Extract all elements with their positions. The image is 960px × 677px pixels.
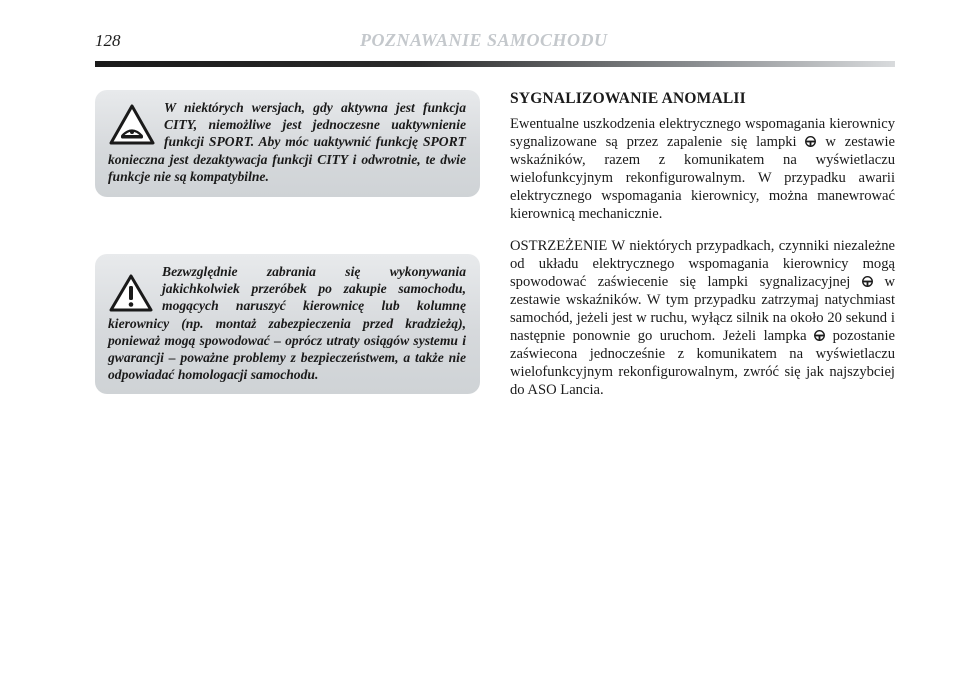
warning-box-city-sport [95, 90, 480, 197]
paragraph-warning [510, 238, 895, 399]
section-heading: SYGNALIZOWANIE ANOMALII [510, 90, 746, 107]
warning-text: W niektórych wersjach, gdy aktywna jest funkcja CITY, niemożliwe jest jednoczesne uaktywnienie funkcji SPORT. Aby móc uaktywnić funkcję SPORT konieczna jest dezaktywacja funkcji CITY i odwrotnie, te dwie funkcje nie są kompatybilne. [108, 100, 466, 184]
paragraph-text: Ewentualne uszkodzenia elektrycznego wspomagania kierownicy sygnalizowane są przez zapalenie się lampki [510, 116, 895, 150]
paragraph-text: pozostanie zaświecona jednocześnie z komunikatem na wyświetlaczu wielofunkcyjnym rekonfigurowalnym, zwróć się jak najszybciej do ASO Lancia. [510, 327, 895, 398]
page-header [95, 28, 895, 56]
paragraph-text: OSTRZEŻENIE W niektórych przypadkach, czynniki niezależne od układu elektrycznego wspomagania kierownicy mogą spowodować zaświecenie się lampki sygnalizacyjnej [510, 238, 895, 291]
header-rule [95, 61, 895, 67]
paragraph-text: w zestawie wskaźników, razem z komunikatem na wyświetlaczu wielofunkcyjnym rekonfigurowalnym. W przypadku awarii elektrycznego wspomagania kierownicy, można manewrować kierownicą mechanicznie. [510, 133, 895, 222]
exclamation-warning-icon [108, 273, 154, 313]
anomaly-section [510, 90, 895, 415]
steering-warning-lamp-icon [805, 136, 816, 147]
steering-warning-lamp-icon [814, 330, 825, 341]
page-number: 128 [95, 31, 121, 50]
warning-text: Bezwzględnie zabrania się wykonywania jakichkolwiek przeróbek po zakupie samochodu, mogących naruszyć kierownicę lub kolumnę kierownicy (np. montaż zabezpieczenia przed kradzieżą), ponieważ mogą spowodować – oprócz utraty osiągów systemu i gwarancji – poważne problemy z bezpieczeństwem, a także nie odpowiadać homologacji samochodu. [108, 264, 466, 383]
paragraph-text: w zestawie wskaźników. W tym przypadku zatrzymaj natychmiast samochód, jeżeli jest w ruchu, wyłącz silnik na około 20 sekund i następnie ponownie go uruchom. Jeżeli lampka [510, 274, 895, 344]
paragraph-anomaly [510, 116, 895, 223]
section-title: POZNAWANIE SAMOCHODU [360, 30, 608, 50]
steering-wheel-warning-icon [108, 103, 156, 147]
warning-box-modifications [95, 254, 480, 394]
steering-warning-lamp-icon [862, 276, 873, 287]
